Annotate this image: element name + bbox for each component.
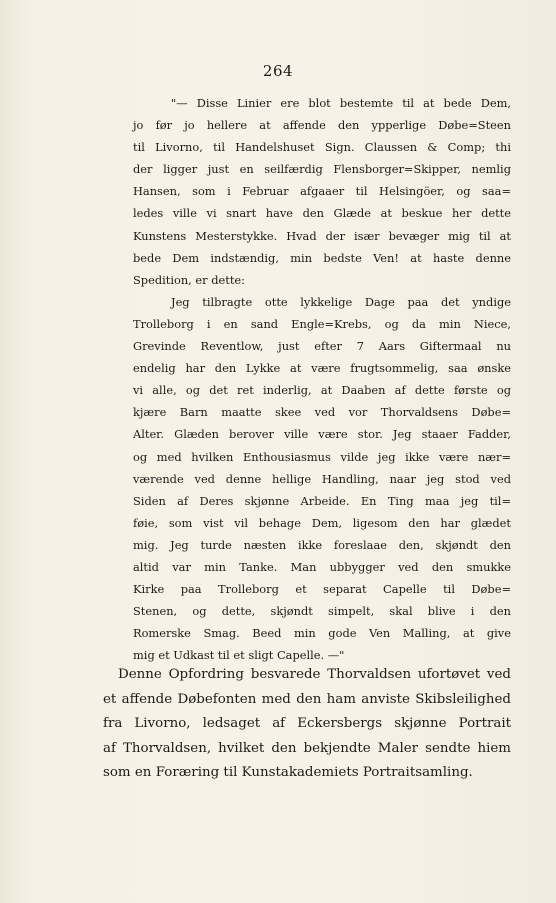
paragraph-line: fra Livorno, ledsaget af Eckersbergs skjønne Portrait [103,716,511,731]
letter-line: mig et Udkast til et sligt Capelle. —" [133,648,345,663]
letter-line: "— Disse Linier ere blot bestemte til at bede Dem, [171,96,511,110]
paragraph-line: Denne Opfordring besvarede Thorvaldsen ufortøvet ved [118,667,511,682]
letter-line: Jeg tilbragte otte lykkelige Dage paa det yndige [171,294,511,309]
letter-line: værende ved denne hellige Handling, naar jeg stod ved [133,471,511,486]
letter-line: altid var min Tanke. Man ubbygger ved den smukke [133,559,511,574]
letter-line: endelig har den Lykke at være frugtsommelig, saa ønske [133,361,511,376]
quoted-letter [133,92,511,666]
letter-line: Alter. Glæden berover ville være stor. Jeg staaer Fadder, [133,427,511,442]
body-paragraph [103,663,511,786]
letter-line: kjære Barn maatte skee ved vor Thorvaldsens Døbe= [133,405,511,420]
letter-line: til Livorno, til Handelshuset Sign. Claussen & Comp; thi [133,140,511,155]
letter-line: Siden af Deres skjønne Arbeide. En Ting maa jeg til= [133,493,511,508]
letter-line: vi alle, og det ret inderlig, at Daaben af dette første og [133,383,511,398]
paragraph-line: af Thorvaldsen, hvilket den bekjendte Maler sendte hiem [103,740,511,756]
letter-line: Kirke paa Trolleborg et separat Capelle til Døbe= [133,582,511,597]
letter-line: Spedition, er dette: [133,272,245,287]
letter-line: føie, som vist vil behage Dem, ligesom den har glædet [133,515,511,530]
letter-line: og med hvilken Enthousiasmus vilde jeg ikke være nær= [133,449,511,464]
letter-line: ledes ville vi snart have den Glæde at beskue her dette [133,206,511,221]
letter-line: mig. Jeg turde næsten ikke foreslaae den, skjøndt den [133,537,511,552]
paragraph-line: et affende Døbefonten med den ham anviste Skibsleilighed [103,691,511,707]
page-number: 264 [262,62,294,80]
letter-line: Stenen, og dette, skjøndt simpelt, skal blive i den [133,604,511,619]
letter-line: der ligger just en seilfærdig Flensborger=Skipper, nemlig [133,162,511,177]
letter-line: Trolleborg i en sand Engle=Krebs, og da min Niece, [133,316,511,331]
letter-line: bede Dem indstændig, min bedste Ven! at haste denne [133,250,511,265]
letter-line: jo før jo hellere at affende den ypperlige Døbe=Steen [133,118,511,133]
letter-line: Hansen, som i Februar afgaaer til Helsingöer, og saa= [133,184,511,199]
paragraph-line: som en Foræring til Kunstakademiets Portraitsamling. [103,765,473,780]
letter-line: Romerske Smag. Beed min gode Ven Malling, at give [133,626,511,641]
letter-line: Grevinde Reventlow, just efter 7 Aars Giftermaal nu [133,339,511,354]
letter-line: Kunstens Mesterstykke. Hvad der især bevæger mig til at [133,228,511,243]
